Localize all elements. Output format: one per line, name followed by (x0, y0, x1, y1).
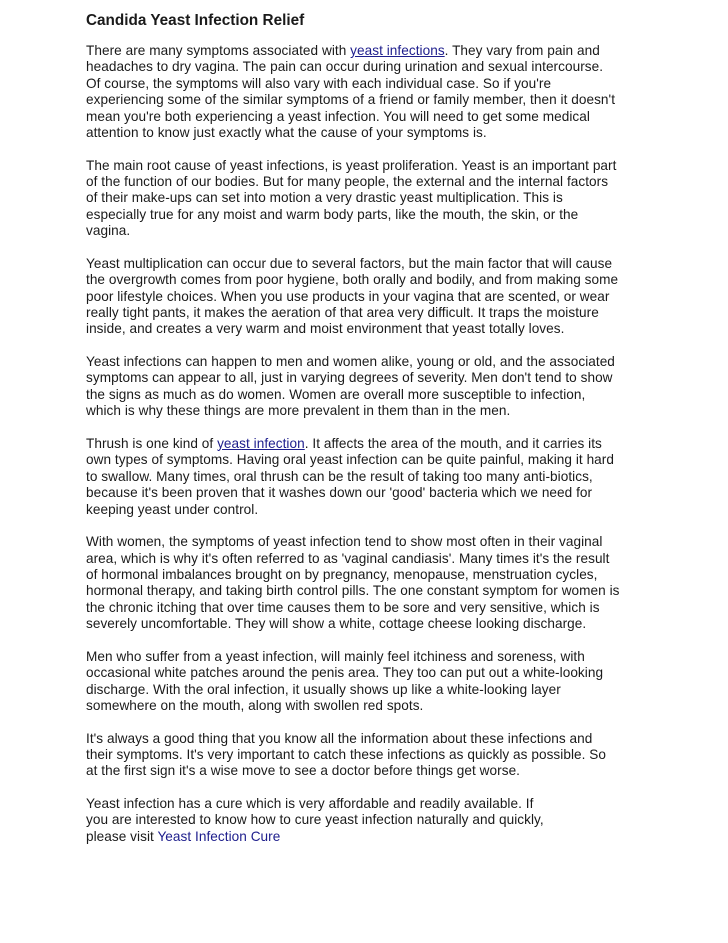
paragraph-root-cause: The main root cause of yeast infections, is yeast proliferation. Yeast is an important part of the function of our bodies. But for many people, the external and the internal factors of their make-ups can set into motion a very drastic yeast multiplication. This is especially true for any moist and warm body parts, like the mouth, the skin, or the vagina. (86, 157, 617, 239)
paragraph-multiplication-factors: Yeast multiplication can occur due to several factors, but the main factor that will cause the overgrowth comes from poor hygiene, both orally and bodily, and from making some poor lifestyle choices. When you use products in your vagina that are scented, or wear really tight pants, it makes the aeration of that area very difficult. It traps the moisture inside, and creates a very warm and moist environment that yeast totally loves. (86, 255, 619, 337)
page-title: Candida Yeast Infection Relief (86, 12, 305, 29)
paragraph-men-and-women: Yeast infections can happen to men and women alike, young or old, and the associated symptoms can appear to all, just in varying degrees of severity. Men don't tend to show the signs as much as do women. Women are overall more susceptible to infection, which is why these things are more prevalent in them than in the men. (86, 354, 615, 419)
yeast-infections-link[interactable]: yeast infections (350, 43, 445, 58)
document-page (86, 12, 646, 861)
paragraph-symptoms-intro: There are many symptoms associated with yeast infections. They vary from pain and headaches to dry vagina. The pain can occur during urination and sexual intercourse. Of course, the symptoms will also vary with each individual case. So if you're experiencing some of the similar symptoms of a friend or family member, then it doesn't mean you're both experiencing a yeast infection. You will need to get some medical attention to know just exactly what the cause of your symptoms is. (86, 43, 616, 141)
paragraph-women-symptoms: With women, the symptoms of yeast infection tend to show most often in their vaginal area, which is why it's often referred to as 'vaginal candiasis'. Many times it's the result of hormonal imbalances brought on by pregnancy, menopause, menstruation cycles, hormonal therapy, and taking birth control pills. The one constant symptom for women is the chronic itching that over time causes them to be sore and very sensitive, which is severely uncomfortable. They will show a white, cottage cheese looking discharge. (86, 534, 620, 632)
paragraph-thrush: Thrush is one kind of yeast infection. It affects the area of the mouth, and it carries its own types of symptoms. Having oral yeast infection can be quite painful, making it hard to swallow. Many times, oral thrush can be the result of taking too many anti-biotics, because it's been proven that it washes down our 'good' bacteria which we need for keeping yeast under control. (86, 435, 614, 517)
yeast-infection-link[interactable]: yeast infection (217, 435, 305, 451)
paragraph-men-symptoms: Men who suffer from a yeast infection, will mainly feel itchiness and soreness, with occasional white patches around the penis area. They too can put out a white-looking discharge. With the oral infection, it usually shows up like a white-looking layer somewhere on the mouth, along with swollen red spots. (86, 648, 604, 713)
paragraph-advice: It's always a good thing that you know all the information about these infections and their symptoms. It's very important to catch these infections as quickly as possible. So at the first sign it's a wise move to see a doctor before things get worse. (86, 730, 606, 779)
paragraph-cure: Yeast infection has a cure which is very affordable and readily available. If you are interested to know how to cure yeast infection naturally and quickly, please visit Yeast Infection Cure (86, 795, 544, 844)
yeast-infection-cure-link[interactable]: Yeast Infection Cure (157, 828, 281, 844)
